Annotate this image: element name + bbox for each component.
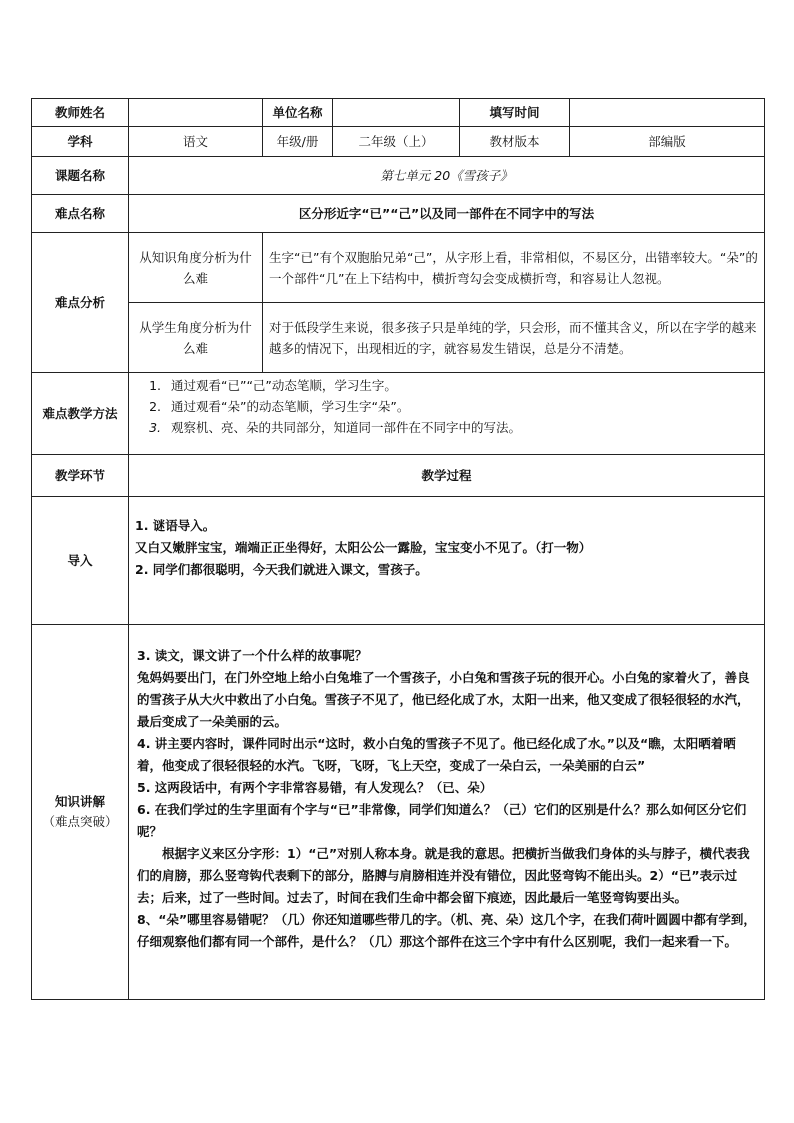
knowledge-label: 知识讲解: [54, 794, 105, 809]
date-value: [570, 99, 765, 127]
edition-value: 部编版: [570, 127, 765, 157]
student-angle-label: 从学生角度分析为什么难: [129, 303, 263, 373]
grade-value: 二年级（上）: [333, 127, 460, 157]
intro-row: [32, 497, 765, 625]
teacher-label: 教师姓名: [32, 99, 129, 127]
lesson-label: 课题名称: [32, 157, 129, 195]
knowledge-content: [129, 625, 765, 1000]
knowledge-paragraph: 3. 读文，课文讲了一个什么样的故事呢？: [137, 648, 368, 663]
method-item: [135, 375, 758, 396]
knowledge-paragraph: 8、“朵”哪里容易错呢？（几）你还知道哪些带几的字。（机、亮、朵）这几个字，在我们荷叶圆圆中都有学到，仔细观察他们都有同一个部件，是什么？（几）那这个部件在这三个字中有什么区别呢，我们一起来看一下。: [137, 912, 756, 949]
method-num: 2.: [149, 399, 161, 414]
methods-label: 难点教学方法: [32, 373, 129, 455]
method-num: 3.: [149, 420, 161, 435]
knowledge-paragraph: 6. 在我们学过的生字里面有个字与“已”非常像，同学们知道么？（己）它们的区别是什么？那么如何区分它们呢？: [137, 802, 747, 839]
difficulty-value: 区分形近字“已”“己”以及同一部件在不同字中的写法: [129, 195, 765, 233]
lesson-plan-table: [31, 98, 765, 1000]
subject-row: [32, 127, 765, 157]
analysis-row-knowledge: [32, 233, 765, 303]
process-header-row: [32, 455, 765, 497]
knowledge-paragraph: 兔妈妈要出门，在门外空地上给小白兔堆了一个雪孩子，小白兔和雪孩子玩的很开心。小白兔的家着火了，善良的雪孩子从大火中救出了小白兔。雪孩子不见了，他已经化成了水，太阳一出来，他又变成了很轻很轻的水汽，最后变成了一朵美丽的云。: [137, 670, 750, 729]
knowledge-label-cell: [32, 625, 129, 1000]
knowledge-angle-label: 从知识角度分析为什么难: [129, 233, 263, 303]
lesson-value: 第七单元 20《雪孩子》: [129, 157, 765, 195]
method-text: 通过观看“已”“己”动态笔顺，学习生字。: [171, 378, 397, 393]
lesson-row: [32, 157, 765, 195]
methods-row: [32, 373, 765, 455]
knowledge-row: [32, 625, 765, 1000]
method-text: 通过观看“朵”的动态笔顺，学习生字“朵”。: [171, 399, 410, 414]
unit-label: 单位名称: [263, 99, 333, 127]
teacher-value: [129, 99, 263, 127]
method-item: [135, 417, 758, 438]
header-row: [32, 99, 765, 127]
method-num: 1.: [149, 378, 161, 393]
methods-list: [129, 373, 765, 455]
knowledge-paragraph: 4. 讲主要内容时，课件同时出示“这时，救小白兔的雪孩子不见了。他已经化成了水。”以及“瞧，太阳晒着晒着，他变成了很轻很轻的水汽。飞呀，飞呀，飞上天空，变成了一朵白云，一朵美丽的白云”: [137, 736, 736, 773]
unit-value: [333, 99, 460, 127]
analysis-label: 难点分析: [32, 233, 129, 373]
edition-label: 教材版本: [460, 127, 570, 157]
difficulty-label: 难点名称: [32, 195, 129, 233]
intro-line: 1. 谜语导入。: [135, 518, 216, 533]
knowledge-paragraph: 5. 这两段话中，有两个字非常容易错，有人发现么？（已、朵）: [137, 780, 493, 795]
knowledge-sublabel: （难点突破）: [42, 814, 118, 829]
student-angle-text: 对于低段学生来说，很多孩子只是单纯的学，只会形，而不懂其含义，所以在字学的越来越多的情况下，出现相近的字，就容易发生错误，总是分不清楚。: [263, 303, 765, 373]
stage-label: 教学环节: [32, 455, 129, 497]
process-label: 教学过程: [129, 455, 765, 497]
intro-line: 2. 同学们都很聪明，今天我们就进入课文，雪孩子。: [135, 562, 428, 577]
difficulty-row: [32, 195, 765, 233]
date-label: 填写时间: [460, 99, 570, 127]
method-item: [135, 396, 758, 417]
knowledge-paragraph: 根据字义来区分字形：1）“己”对别人称本身。就是我的意思。把横折当做我们身体的头与脖子，横代表我们的肩膀，那么竖弯钩代表剩下的部分，胳膊与肩膀相连并没有错位，因此竖弯钩不能出头。2）“已”表示过去；后来，过了一些时间。过去了，时间在我们生命中都会留下痕迹，因此最后一笔竖弯钩要出头。: [137, 846, 750, 905]
knowledge-body: [135, 641, 758, 957]
subject-label: 学科: [32, 127, 129, 157]
intro-line: 又白又嫩胖宝宝，端端正正坐得好，太阳公公一露脸，宝宝变小不见了。（打一物）: [135, 540, 592, 555]
grade-label: 年级/册: [263, 127, 333, 157]
subject-value: 语文: [129, 127, 263, 157]
intro-content: [129, 497, 765, 625]
intro-label: 导入: [32, 497, 129, 625]
method-text: 观察机、亮、朵的共同部分，知道同一部件在不同字中的写法。: [171, 420, 522, 435]
knowledge-angle-text: 生字“已”有个双胞胎兄弟“己”，从字形上看，非常相似，不易区分，出错率较大。“朵”的一个部件“几”在上下结构中，横折弯勾会变成横折弯，和容易让人忽视。: [263, 233, 765, 303]
analysis-row-student: [32, 303, 765, 373]
